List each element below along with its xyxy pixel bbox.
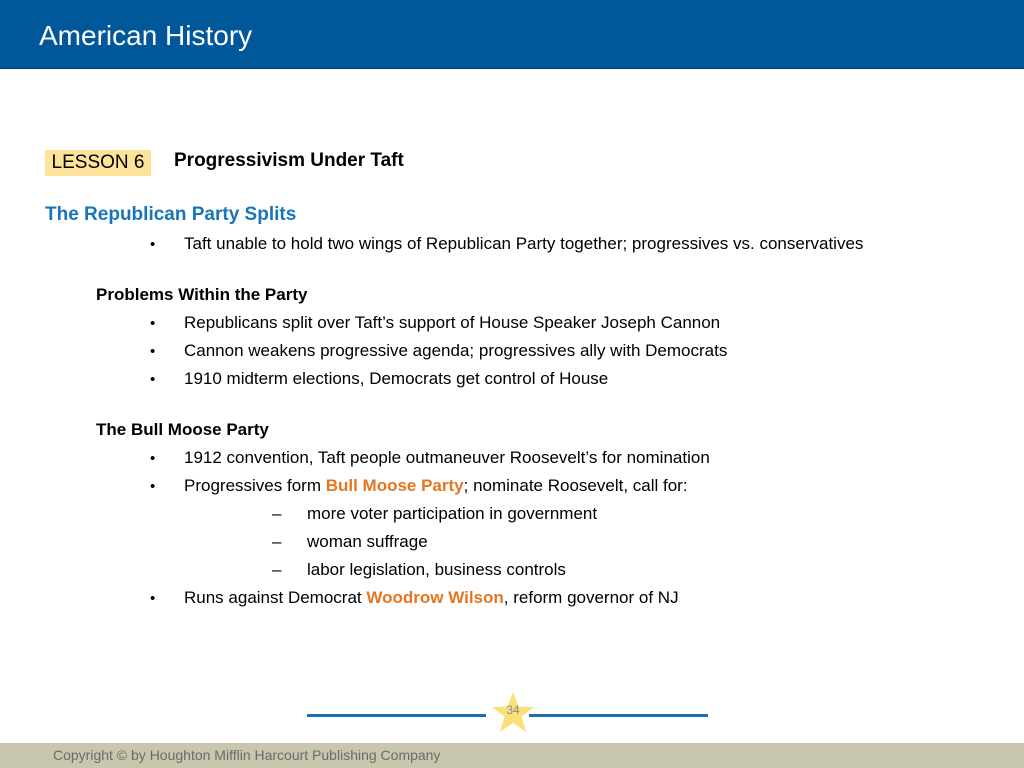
bullet-text-prefix: Progressives form <box>184 476 326 495</box>
dash-marker: – <box>272 504 282 523</box>
bullet-text: 1912 convention, Taft people outmaneuver Roosevelt’s for nomination <box>184 448 710 467</box>
sub-list-item <box>272 530 428 554</box>
list-item <box>150 232 863 257</box>
lesson-badge: LESSON 6 <box>45 150 151 176</box>
bullet-text-prefix: Runs against Democrat <box>184 588 367 607</box>
page-rule-right <box>529 714 708 717</box>
sub-bullet-text: more voter participation in government <box>307 504 598 523</box>
sub-bullet-text: labor legislation, business controls <box>307 560 566 579</box>
bullet-marker: • <box>150 590 156 607</box>
page-number: 34 <box>506 703 520 717</box>
list-item <box>150 586 679 611</box>
sub-list-item <box>272 558 566 582</box>
subheading-problems: Problems Within the Party <box>96 285 308 304</box>
lesson-title: Progressivism Under Taft <box>174 150 404 171</box>
highlight-term: Bull Moose Party <box>325 476 464 495</box>
bullet-marker: • <box>150 478 156 495</box>
list-item <box>150 339 727 364</box>
list-item <box>150 474 688 499</box>
course-title: American History <box>39 20 253 51</box>
header-bar <box>0 0 1024 69</box>
list-item <box>150 367 608 392</box>
bullet-text-suffix: , reform governor of NJ <box>503 588 679 607</box>
bullet-text: Republicans split over Taft’s support of House Speaker Joseph Cannon <box>184 313 721 332</box>
bullet-text: 1910 midterm elections, Democrats get control of House <box>184 369 609 388</box>
sub-list-item <box>272 502 597 526</box>
bullet-marker: • <box>150 371 156 388</box>
footer-bar <box>0 743 1024 768</box>
list-item <box>150 311 720 336</box>
highlight-term: Woodrow Wilson <box>366 588 504 607</box>
dash-marker: – <box>272 532 282 551</box>
bullet-text-suffix: ; nominate Roosevelt, call for: <box>463 476 688 495</box>
copyright-text: Copyright © by Houghton Mifflin Harcourt Publishing Company <box>53 747 441 763</box>
sub-bullet-text: woman suffrage <box>307 532 428 551</box>
page-rule-left <box>307 714 486 717</box>
subheading-bull-moose: The Bull Moose Party <box>96 420 269 439</box>
dash-marker: – <box>272 560 282 579</box>
bullet-marker: • <box>150 315 156 332</box>
section-title: The Republican Party Splits <box>45 204 297 225</box>
bullet-text: Cannon weakens progressive agenda; progressives ally with Democrats <box>184 341 728 360</box>
bullet-text: Taft unable to hold two wings of Republican Party together; progressives vs. conservatives <box>184 234 864 253</box>
bullet-marker: • <box>150 236 156 253</box>
bullet-marker: • <box>150 343 156 360</box>
list-item <box>150 446 710 471</box>
bullet-marker: • <box>150 450 156 467</box>
